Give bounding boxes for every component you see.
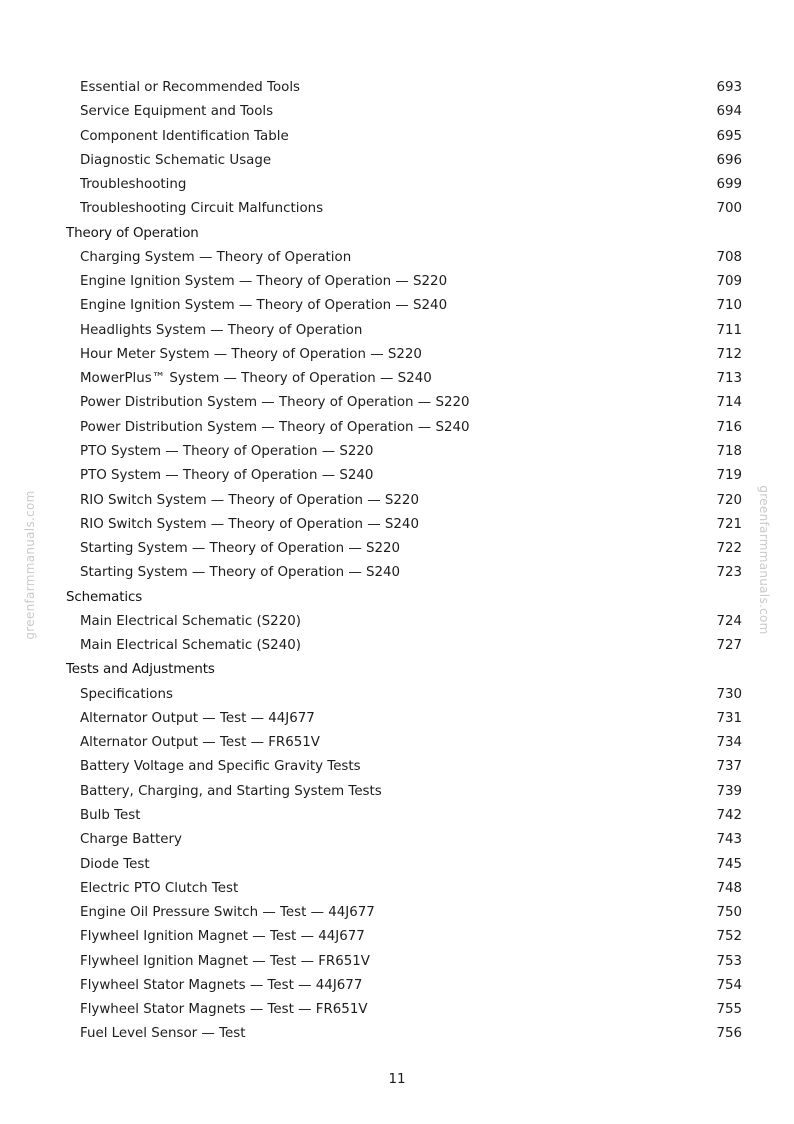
page-ref: 737 (716, 759, 742, 775)
toc-entry[interactable] (0, 391, 794, 415)
toc-entry[interactable] (0, 76, 794, 100)
page-ref: 750 (716, 905, 742, 921)
page-ref: 693 (716, 80, 742, 95)
toc-entry[interactable] (0, 804, 794, 828)
entry-title: Starting System — Theory of Operation — S240 (80, 565, 401, 581)
entry-title: Service Equipment and Tools (80, 104, 274, 120)
toc-entry[interactable] (0, 294, 794, 318)
section-title: Schematics (66, 589, 143, 605)
entry-title: MowerPlus™ System — Theory of Operation — S240 (80, 371, 432, 387)
toc-entry[interactable] (0, 367, 794, 391)
page-ref: 754 (716, 977, 742, 993)
entry-title: Fuel Level Sensor — Test (80, 1026, 246, 1042)
entry-title: Specifications (80, 686, 173, 702)
entry-title: RIO Switch System — Theory of Operation — S240 (80, 516, 419, 532)
entry-title: Flywheel Stator Magnets — Test — 44J677 (80, 977, 363, 993)
toc-entry[interactable] (0, 925, 794, 949)
entry-title: Flywheel Ignition Magnet — Test — FR651V (80, 953, 370, 969)
page-ref: 734 (716, 735, 742, 751)
entry-title: Flywheel Ignition Magnet — Test — 44J677 (80, 929, 365, 945)
page-ref: 699 (716, 177, 742, 193)
toc-entry[interactable] (0, 489, 794, 513)
watermark-left: greenfarmmanuals.com (23, 490, 37, 640)
entry-title: Starting System — Theory of Operation — S220 (80, 541, 401, 557)
toc-section-heading (0, 586, 794, 610)
entry-title: Main Electrical Schematic (S240) (80, 638, 301, 654)
page-ref: 743 (716, 832, 742, 848)
toc-entry[interactable] (0, 440, 794, 464)
page-ref: 730 (716, 686, 742, 702)
page-ref: 718 (716, 443, 742, 459)
page-ref: 710 (716, 298, 742, 314)
section-title: Theory of Operation (66, 225, 199, 241)
toc-entry[interactable] (0, 780, 794, 804)
toc-entry[interactable] (0, 100, 794, 124)
toc-entry[interactable] (0, 197, 794, 221)
page-number: 11 (388, 1072, 406, 1087)
page-ref: 742 (716, 807, 742, 823)
toc-entry[interactable] (0, 877, 794, 901)
entry-title: Bulb Test (80, 807, 141, 823)
page-ref: 748 (716, 880, 742, 896)
toc-entry[interactable] (0, 950, 794, 974)
toc-entry[interactable] (0, 974, 794, 998)
entry-title: Hour Meter System — Theory of Operation — S220 (80, 346, 422, 362)
page-ref: 724 (716, 613, 742, 629)
entry-title: Main Electrical Schematic (S220) (80, 613, 301, 629)
entry-title: Headlights System — Theory of Operation (80, 322, 363, 338)
toc-entry[interactable] (0, 828, 794, 852)
toc-entry[interactable] (0, 634, 794, 658)
page-ref: 755 (716, 1002, 742, 1018)
toc-entry[interactable] (0, 246, 794, 270)
entry-title: Power Distribution System — Theory of Operation — S220 (80, 395, 470, 411)
toc-entry[interactable] (0, 998, 794, 1022)
entry-title: Flywheel Stator Magnets — Test — FR651V (80, 1002, 368, 1018)
entry-title: Battery Voltage and Specific Gravity Tests (80, 759, 361, 775)
page-ref: 721 (716, 516, 742, 532)
page-ref: 713 (716, 371, 742, 387)
toc-entry[interactable] (0, 464, 794, 488)
toc-section-heading (0, 222, 794, 246)
toc-entry[interactable] (0, 173, 794, 197)
page-ref: 712 (716, 346, 742, 362)
toc-entry[interactable] (0, 683, 794, 707)
toc-entry[interactable] (0, 610, 794, 634)
entry-title: Essential or Recommended Tools (80, 80, 301, 95)
page-ref: 714 (716, 395, 742, 411)
page-ref: 756 (716, 1026, 742, 1042)
entry-title: RIO Switch System — Theory of Operation — S220 (80, 492, 419, 508)
entry-title: Alternator Output — Test — FR651V (80, 735, 320, 751)
page-ref: 752 (716, 929, 742, 945)
entry-title: PTO System — Theory of Operation — S240 (80, 468, 374, 484)
entry-title: Troubleshooting (80, 177, 187, 193)
section-title: Tests and Adjustments (66, 662, 215, 678)
entry-title: Battery, Charging, and Starting System Tests (80, 783, 382, 799)
entry-title: Electric PTO Clutch Test (80, 880, 239, 896)
entry-title: Troubleshooting Circuit Malfunctions (80, 201, 324, 217)
toc-entry[interactable] (0, 1022, 794, 1046)
toc-entry[interactable] (0, 149, 794, 173)
table-of-contents (0, 76, 794, 1047)
page-ref: 745 (716, 856, 742, 872)
page-ref: 695 (716, 128, 742, 144)
entry-title: Power Distribution System — Theory of Operation — S240 (80, 419, 470, 435)
toc-entry[interactable] (0, 416, 794, 440)
page-ref: 711 (716, 322, 742, 338)
page-ref: 723 (716, 565, 742, 581)
toc-entry[interactable] (0, 270, 794, 294)
toc-entry[interactable] (0, 901, 794, 925)
page-ref: 739 (716, 783, 742, 799)
entry-title: Component Identification Table (80, 128, 289, 144)
entry-title: Diode Test (80, 856, 150, 872)
page-ref: 719 (716, 468, 742, 484)
entry-title: Charge Battery (80, 832, 182, 848)
page-ref: 722 (716, 541, 742, 557)
entry-title: Alternator Output — Test — 44J677 (80, 710, 315, 726)
entry-title: Charging System — Theory of Operation (80, 249, 352, 265)
entry-title: Diagnostic Schematic Usage (80, 152, 272, 168)
toc-entry[interactable] (0, 755, 794, 779)
page-ref: 727 (716, 638, 742, 654)
entry-title: Engine Ignition System — Theory of Operation — S240 (80, 298, 448, 314)
page-ref: 696 (716, 152, 742, 168)
toc-entry[interactable] (0, 853, 794, 877)
toc-entry[interactable] (0, 537, 794, 561)
watermark-right: greenfarmmanuals.com (757, 485, 771, 635)
page-ref: 731 (716, 710, 742, 726)
page-ref: 720 (716, 492, 742, 508)
toc-section-heading (0, 658, 794, 682)
toc-entry[interactable] (0, 731, 794, 755)
page-ref: 753 (716, 953, 742, 969)
page-ref: 709 (716, 274, 742, 290)
entry-title: Engine Oil Pressure Switch — Test — 44J677 (80, 905, 375, 921)
toc-entry[interactable] (0, 707, 794, 731)
toc-entry[interactable] (0, 319, 794, 343)
page-ref: 694 (716, 104, 742, 120)
toc-entry[interactable] (0, 343, 794, 367)
toc-entry[interactable] (0, 513, 794, 537)
page-ref: 708 (716, 249, 742, 265)
page-ref: 700 (716, 201, 742, 217)
toc-entry[interactable] (0, 125, 794, 149)
entry-title: Engine Ignition System — Theory of Operation — S220 (80, 274, 448, 290)
page-ref: 716 (716, 419, 742, 435)
toc-entry[interactable] (0, 561, 794, 585)
entry-title: PTO System — Theory of Operation — S220 (80, 443, 374, 459)
